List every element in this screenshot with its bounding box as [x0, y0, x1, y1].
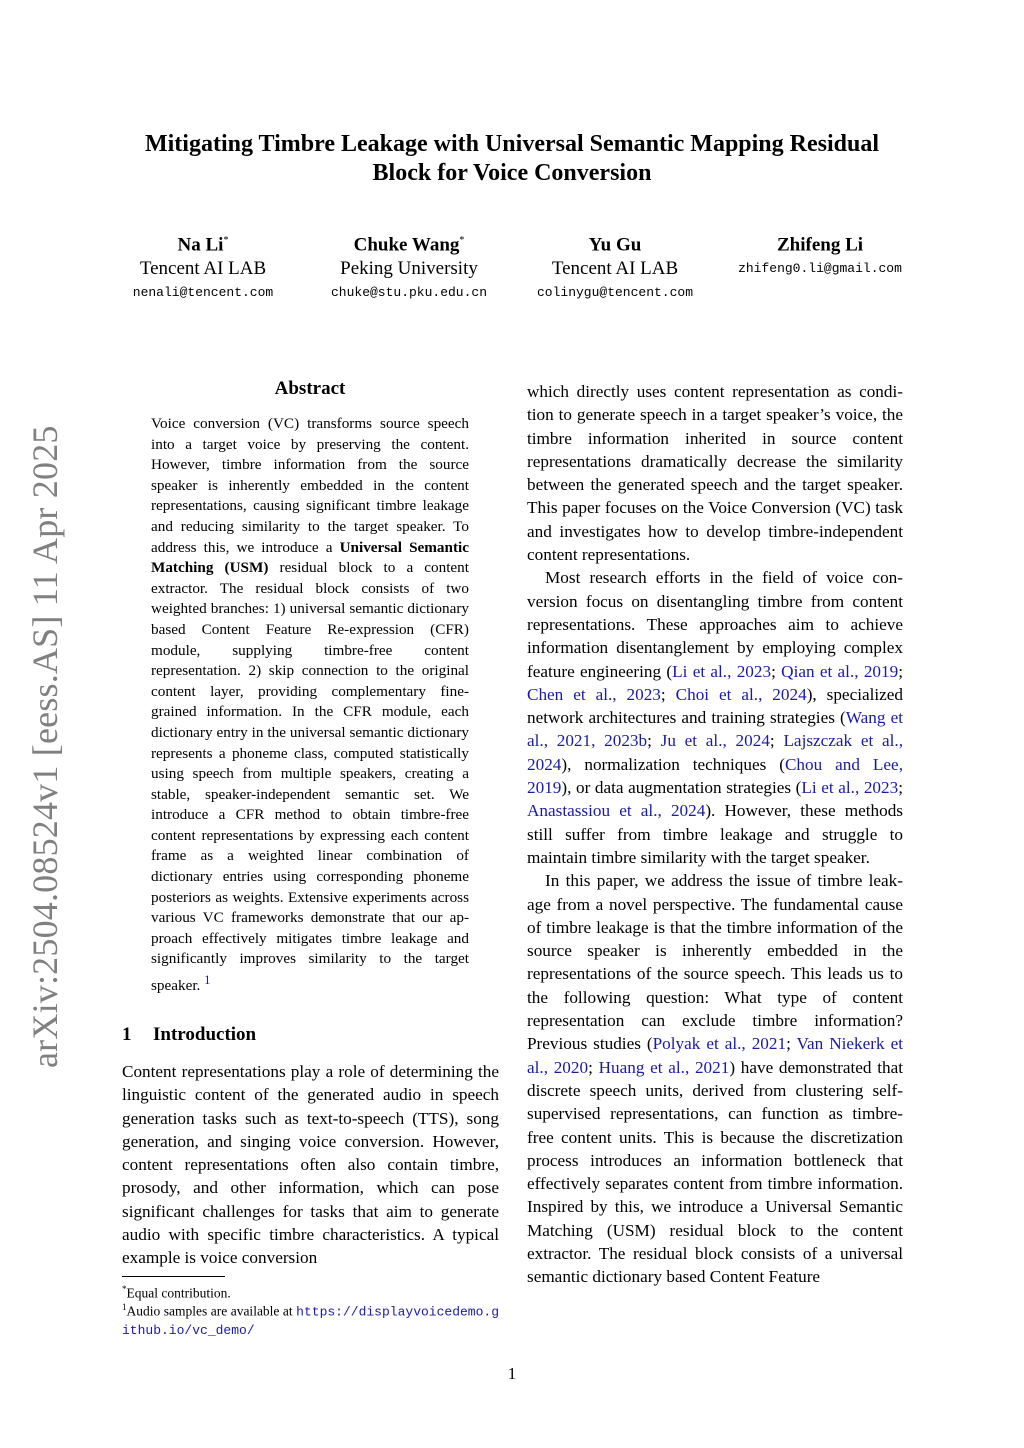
author-email-2: chuke@stu.pku.edu.cn — [330, 285, 488, 301]
author-name-3: Yu Gu — [588, 234, 642, 256]
abstract-body: Voice conversion (VC) transforms source speech into a target voice by preserving the content. However, timbre information from the source speaker is inherently embedded in the content representations, causing significant timbre leakage and reducing similarity to the target speaker. To address this, we introduce a Universal Semantic Matching (USM) residual block to a content extractor. The residual block consists of two weighted branches: 1) universal semantic dictionary based Content Feature Re-expression (CFR) module, supplying timbre-free content representation. 2) skip connection to the original content layer, providing complementary fine-grained information. In the CFR module, each dictionary entry in the universal semantic dictionary represents a phoneme class, computed statistically using speech from multiple speakers, creating a stable, speaker-independent semantic set. We introduce a CFR method to obtain timbre-free content representations by expressing each content frame as a weighted linear combination of dictionary entries using corresponding phoneme posteriors as weights. Extensive experiments across various VC frameworks demonstrate that our approach effectively mitigates timbre leakage and significantly improves similarity to the target speaker. $^1$ — [151, 415, 469, 995]
author-block-4 — [710, 230, 930, 282]
author-affiliation-2: Peking University — [340, 258, 478, 280]
paper-title-line-1: Mitigating Timbre Leakage with Universal Semantic Mapping Residual — [144, 131, 880, 157]
citation-link[interactable]: Choi et al., 2024 — [675, 684, 807, 704]
citation-link[interactable]: Li et al., 2023 — [672, 661, 772, 681]
section-number: 1 — [122, 1024, 132, 1045]
citation-link[interactable]: Qian et al., 2019 — [781, 661, 899, 681]
footnote-rule — [122, 1276, 225, 1277]
author-name-1: Na Li* — [177, 234, 229, 256]
paper-title-line-2: Block for Voice Conversion — [372, 160, 652, 186]
author-email-4: zhifeng0.li@gmail.com — [738, 261, 902, 277]
right-paragraph-2: Most research efforts in the field of voice conversion focus on disentangling timbre from content representations. These approaches aim to achieve information disentanglement by employing complex feature engineering (Li et al., 2023; Qian et al., 2019; Chen et al., 2023; Choi et al., 2024), specialized network architectures and training strategies (Wang et al., 2021, 2023b; Ju et al., 2024; Lajszczak et al., 2024), normalization techniques (Chou and Lee, 2019), or data augmentation strategies (Li et al., 2023; Anastassiou et al., 2024). However, these methods still suffer from timbre leakage and struggle to maintain timbre similarity with the target speaker. — [527, 568, 904, 867]
footnote-audio-samples: $^1$Audio samples are available at https://displayvoicedemo.github.io/vc_demo/ — [122, 1302, 500, 1338]
citation-link[interactable]: Ju et al., 2024 — [660, 731, 770, 751]
author-email-3: colinygu@tencent.com — [536, 285, 694, 301]
section-title: Introduction — [153, 1024, 257, 1045]
citation-link[interactable]: Chen et al., 2023 — [527, 684, 661, 704]
citation-link[interactable]: Anastassiou et al., 2024 — [527, 801, 706, 821]
footnote-url-link[interactable]: https://displayvoicedemo.github.io/vc_demo/ — [122, 1304, 500, 1338]
footnote-equal-contribution: *Equal contribution. — [122, 1284, 231, 1301]
author-affiliation-1: Tencent AI LAB — [139, 258, 267, 280]
page-number: 1 — [507, 1364, 517, 1383]
usm-bold-term: Universal Semantic Matching (USM) — [151, 538, 469, 577]
arxiv-identifier: arXiv:2504.08524v1 [eess.AS] 11 Apr 2025 — [25, 425, 65, 1068]
citation-link[interactable]: Li et al., 2023 — [801, 778, 899, 798]
citation-link[interactable]: Chou and Lee, 2019 — [527, 754, 903, 798]
intro-paragraph-left: Content representations play a role of determining the linguistic content of the generated audio in speech generation tasks such as text-to-speech (TTS), song generation, and singing voice conversion. However, content representations often also contain timbre, prosody, and other information, which can pose significant challenges for tasks that aim to generate audio with specific timbre characteristics. A typical example is voice conversion — [122, 1062, 499, 1268]
abstract-heading: Abstract — [274, 378, 346, 399]
section-heading-introduction — [122, 1024, 256, 1046]
author-block-3 — [505, 230, 725, 304]
citation-link[interactable]: Wang et al., 2021, 2023b — [527, 708, 903, 751]
right-column — [527, 380, 903, 1289]
right-paragraph-1: which directly uses content representation as condition to generate speech in a target speaker’s voice, the timbre information inherited in source content representations dramatically decrease the similarity between the generated speech and the target speaker. This paper focuses on the Voice Conversion (VC) task and investigates how to develop timbre-independent content representations. — [527, 382, 903, 565]
paper-title — [110, 130, 914, 188]
author-block-2 — [299, 230, 519, 304]
citation-link[interactable]: Van Niekerk et al., 2020 — [527, 1034, 903, 1077]
author-mark-1: * — [223, 235, 229, 246]
footnote-ref-1[interactable]: 1 — [204, 973, 211, 988]
author-block-1 — [93, 230, 313, 304]
citation-link[interactable]: Polyak et al., 2021 — [652, 1034, 787, 1054]
citation-link[interactable]: Huang et al., 2021 — [598, 1057, 730, 1077]
author-affiliation-3: Tencent AI LAB — [551, 258, 679, 280]
author-email-1: nenali@tencent.com — [132, 285, 274, 301]
right-paragraph-3: In this paper, we address the issue of timbre leakage from a novel perspective. The fundamental cause of timbre leakage is that the timbre information of the source speaker is inherently embedded in the representations of the source speech. This leads us to the following question: What type of content representation can exclude timbre information? Previous studies (Polyak et al., 2021; Van Niekerk et al., 2020; Huang et al., 2021) have demonstrated that discrete speech units, derived from clustering self-supervised representations, can function as timbre-free content units. This is because the discretization process introduces an information bottleneck that effectively separates content from timbre information. Inspired by this, we introduce a Universal Semantic Matching (USM) residual block to the content extractor. The residual block consists of a universal semantic dictionary based Content Feature — [527, 871, 903, 1287]
author-name-2: Chuke Wang* — [353, 234, 465, 256]
author-name-4: Zhifeng Li — [776, 234, 864, 256]
citation-link[interactable]: Lajszczak et al., 2024 — [527, 731, 904, 774]
author-mark-2: * — [459, 235, 465, 246]
